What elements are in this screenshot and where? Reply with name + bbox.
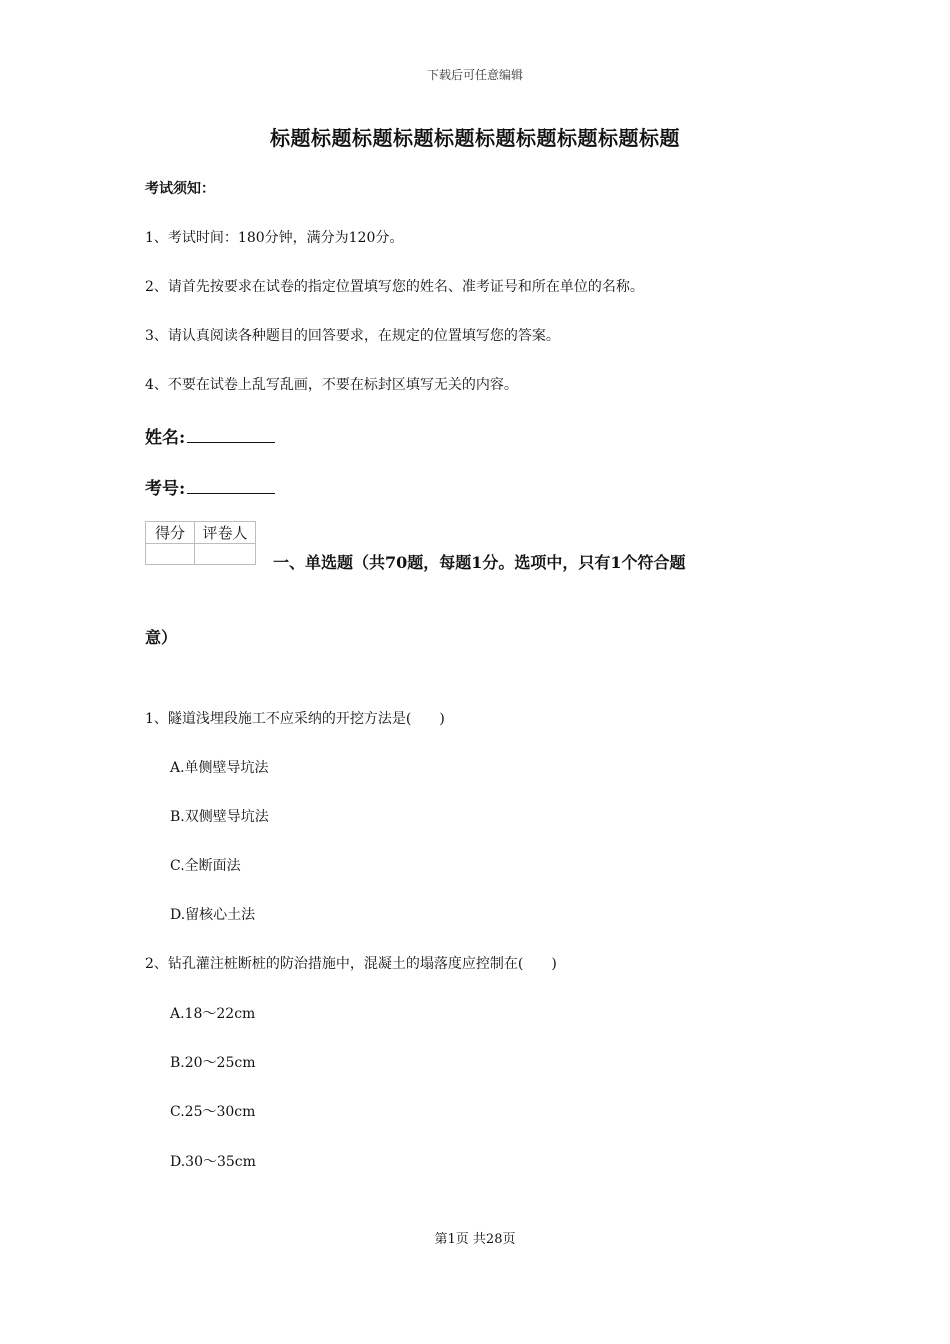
section-title-continuation: 意）	[145, 628, 178, 647]
score-cell[interactable]	[146, 544, 195, 565]
number-label: 考号:	[145, 479, 186, 499]
question-option[interactable]: B.20～25cm	[170, 1055, 256, 1071]
header-note: 下载后可任意编辑	[426, 68, 523, 82]
grader-cell[interactable]	[195, 544, 256, 565]
notice-item: 3、请认真阅读各种题目的回答要求，在规定的位置填写您的答案。	[145, 328, 560, 344]
notice-item: 4、不要在试卷上乱写乱画，不要在标封区填写无关的内容。	[145, 377, 518, 393]
name-input-line[interactable]	[187, 426, 275, 443]
score-table-empty-row	[146, 544, 256, 565]
question-option[interactable]: A.单侧壁导坑法	[170, 760, 269, 776]
notice-item: 2、请首先按要求在试卷的指定位置填写您的姓名、准考证号和所在单位的名称。	[145, 279, 644, 295]
document-title: 标题标题标题标题标题标题标题标题标题标题	[270, 126, 680, 150]
notice-item: 1、考试时间：180分钟，满分为120分。	[145, 230, 404, 246]
name-label: 姓名:	[145, 428, 186, 448]
score-table-header-row	[146, 522, 256, 544]
question-option[interactable]: B.双侧壁导坑法	[170, 809, 269, 825]
question-option[interactable]: C.全断面法	[170, 858, 241, 874]
grader-header: 评卷人	[195, 522, 256, 544]
question-option[interactable]: D.30～35cm	[170, 1154, 256, 1170]
question-option[interactable]: D.留核心土法	[170, 907, 256, 923]
page-footer: 第1页 共28页	[434, 1232, 516, 1247]
notice-heading: 考试须知：	[145, 181, 215, 197]
name-field	[145, 423, 275, 448]
number-field	[145, 474, 275, 499]
section-title: 一、单选题（共70题，每题1分。选项中，只有1个符合题	[273, 553, 686, 572]
question-stem: 1、隧道浅埋段施工不应采纳的开挖方法是( )	[145, 711, 445, 727]
score-table	[145, 521, 256, 565]
question-stem: 2、钻孔灌注桩断桩的防治措施中，混凝土的塌落度应控制在( )	[145, 956, 557, 972]
question-option[interactable]: A.18～22cm	[170, 1006, 256, 1022]
number-input-line[interactable]	[187, 477, 275, 494]
question-option[interactable]: C.25～30cm	[170, 1104, 256, 1120]
score-header: 得分	[146, 522, 195, 544]
